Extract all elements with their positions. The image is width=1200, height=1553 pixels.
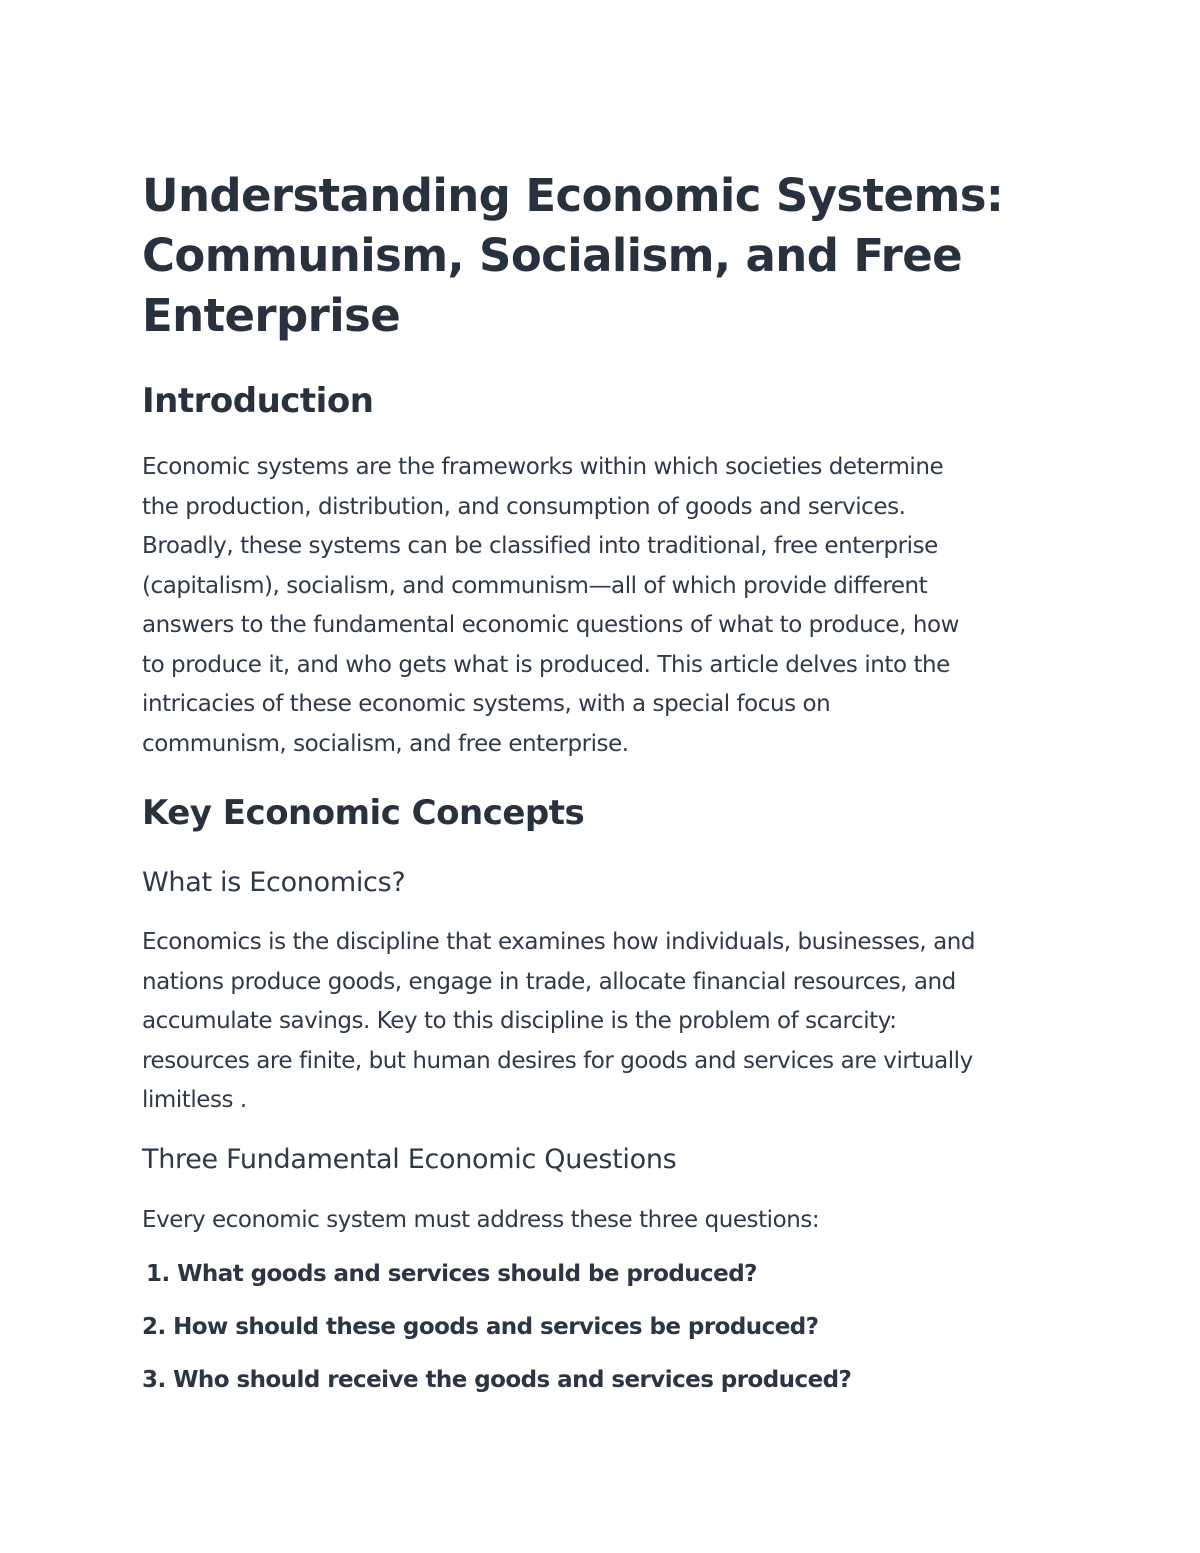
paragraph-line: resources are finite, but human desires for goods and services are virtually [142,1047,973,1074]
economics-paragraph [142,923,975,1121]
paragraph-line: (capitalism), socialism, and communism—all of which provide different [142,572,928,599]
question-list-item: 1. What goods and services should be produced? [146,1261,757,1287]
title-line: Communism, Socialism, and Free [142,229,963,282]
title-line: Enterprise [142,289,401,342]
paragraph-line: Economic systems are the frameworks within which societies determine [142,454,944,480]
paragraph-line: intricacies of these economic systems, with a special focus on [142,691,831,717]
paragraph-line: communism, socialism, and free enterprise. [142,730,629,757]
paragraph-line: Broadly, these systems can be classified into traditional, free enterprise [142,533,938,559]
question-list-item: 3. Who should receive the goods and services produced? [142,1367,852,1393]
introduction-heading: Introduction [142,381,374,421]
paragraph-line: Economics is the discipline that examines how individuals, businesses, and [142,929,976,955]
article-title [142,166,1072,346]
paragraph-line: limitless . [142,1087,247,1113]
paragraph-line: to produce it, and who gets what is produced. This article delves into the [142,651,950,678]
three-questions-intro [142,1201,819,1241]
paragraph-line: the production, distribution, and consumption of goods and services. [142,493,906,520]
what-is-economics-heading: What is Economics? [142,867,406,898]
paragraph-line: Every economic system must address these three questions: [142,1207,820,1233]
title-line: Understanding Economic Systems: [142,169,1004,222]
three-questions-heading: Three Fundamental Economic Questions [142,1144,677,1175]
key-concepts-heading: Key Economic Concepts [142,793,585,833]
paragraph-line: accumulate savings. Key to this discipline is the problem of scarcity: [142,1008,897,1034]
question-list-item: 2. How should these goods and services be produced? [142,1314,819,1340]
introduction-paragraph [142,448,959,764]
paragraph-line: answers to the fundamental economic questions of what to produce, how [142,612,959,638]
paragraph-line: nations produce goods, engage in trade, allocate financial resources, and [142,968,956,995]
